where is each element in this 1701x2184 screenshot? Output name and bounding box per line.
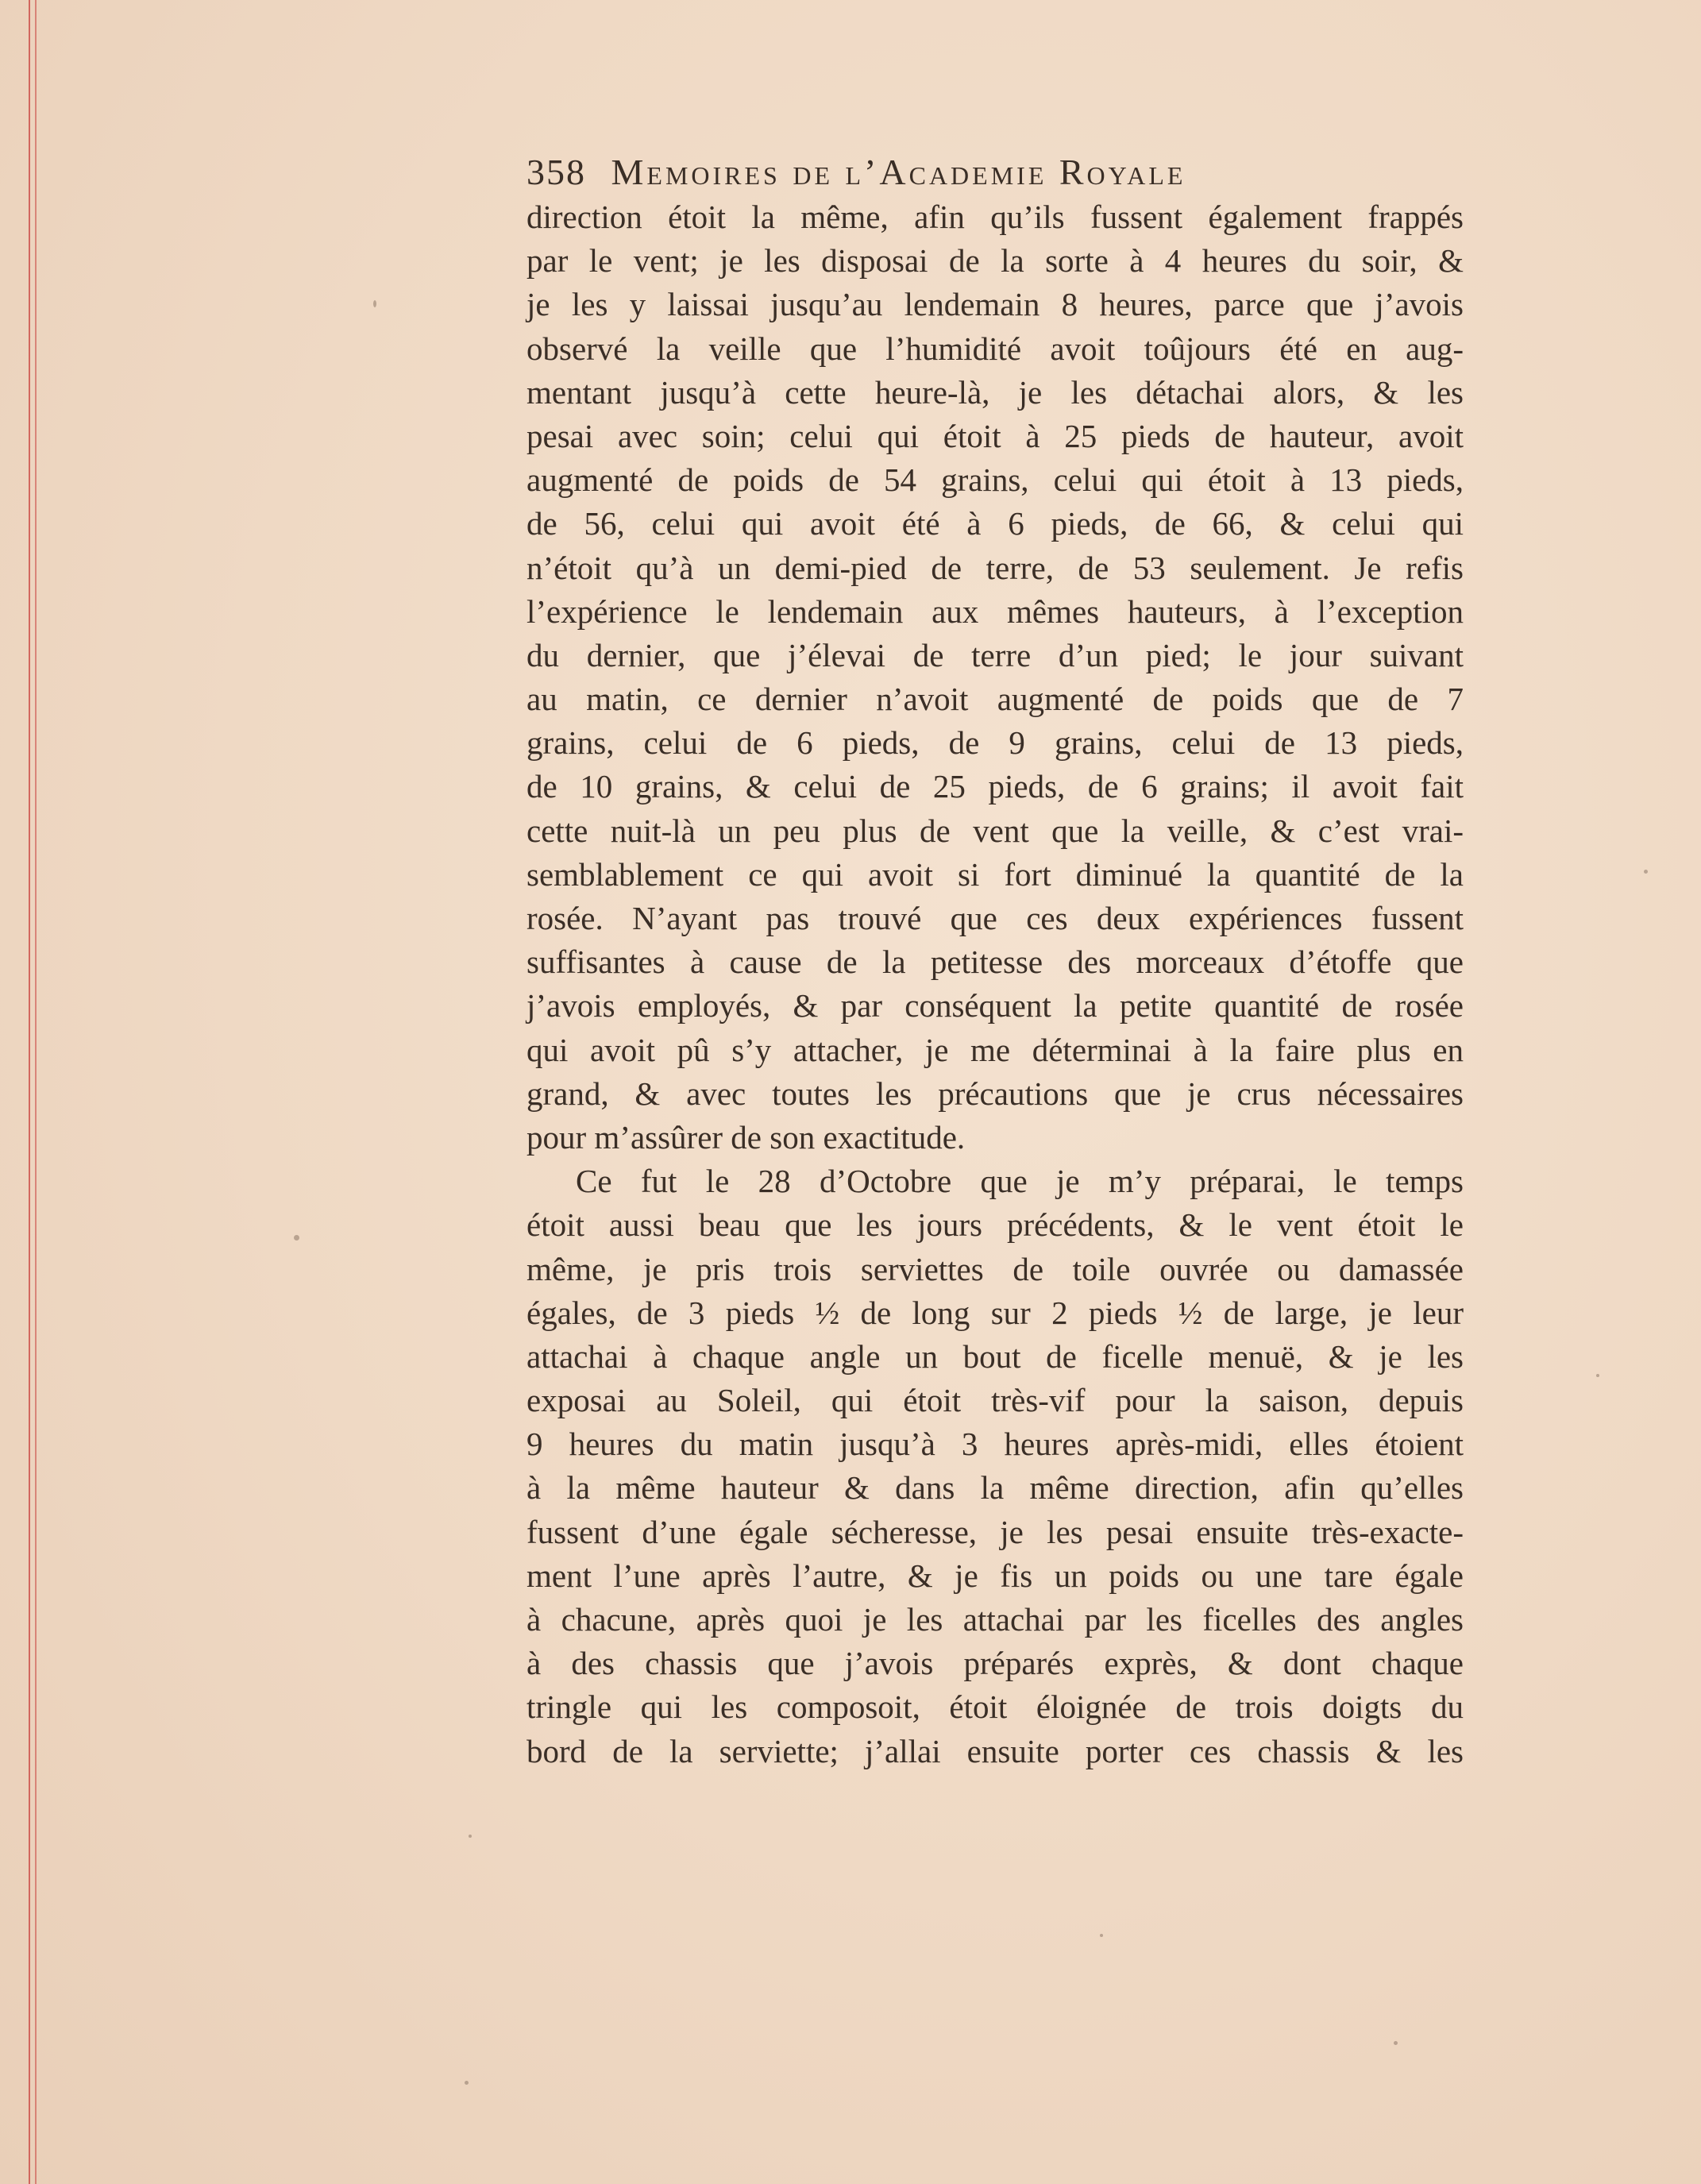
text-line: grains, celui de 6 pieds, de 9 grains, celui de 13 pieds, xyxy=(526,724,1464,762)
text-line: pour m’assûrer de son exactitude. xyxy=(526,1118,966,1156)
text-line: ment l’une après l’autre, & je fis un poids ou une tare égale xyxy=(526,1557,1464,1594)
paragraph-1 xyxy=(526,195,1464,1160)
running-title: Memoires de l’Academie Royale xyxy=(611,152,1186,192)
margin-rule xyxy=(29,0,30,2184)
paper-speck xyxy=(469,1835,472,1838)
text-line: je les y laissai jusqu’au lendemain 8 heures, parce que j’avois xyxy=(526,286,1464,323)
text-line: grand, & avec toutes les précautions que je crus nécessaires xyxy=(526,1075,1464,1112)
text-line: à chacune, après quoi je les attachai par les ficelles des angles xyxy=(526,1601,1464,1638)
text-line: j’avois employés, & par conséquent la petite quantité de rosée xyxy=(526,987,1464,1024)
paper-speck xyxy=(1100,1934,1103,1937)
text-line: suffisantes à cause de la petitesse des morceaux d’étoffe que xyxy=(526,943,1464,981)
page-number: 358 xyxy=(526,152,586,192)
text-line: 9 heures du matin jusqu’à 3 heures après-midi, elles étoient xyxy=(526,1426,1464,1463)
text-line: même, je pris trois serviettes de toile ouvrée ou damassée xyxy=(526,1250,1464,1287)
text-line: l’expérience le lendemain aux mêmes hauteurs, à l’exception xyxy=(526,592,1464,630)
text-line: du dernier, que j’élevai de terre d’un pied; le jour suivant xyxy=(526,636,1464,673)
text-line: à la même hauteur & dans la même direction, afin qu’elles xyxy=(526,1469,1464,1507)
text-line: attachai à chaque angle un bout de ficelle menuë, & je les xyxy=(526,1337,1464,1375)
page-header xyxy=(526,149,1464,195)
paper-speck xyxy=(1596,1374,1599,1377)
paper-speck xyxy=(465,2081,469,2085)
paper-speck xyxy=(1644,870,1648,874)
text-line: augmenté de poids de 54 grains, celui qui étoit à 13 pieds, xyxy=(526,461,1464,499)
text-line: exposai au Soleil, qui étoit très-vif pour la saison, depuis xyxy=(526,1382,1464,1419)
text-line: fussent d’une égale sécheresse, je les pesai ensuite très-exacte- xyxy=(526,1513,1464,1550)
text-line: direction étoit la même, afin qu’ils fussent également frappés xyxy=(526,199,1464,235)
text-line: qui avoit pû s’y attacher, je me déterminai à la faire plus en xyxy=(526,1031,1464,1068)
text-line: pesai avec soin; celui qui étoit à 25 pieds de hauteur, avoit xyxy=(526,417,1464,454)
text-line: n’étoit qu’à un demi-pied de terre, de 53 seulement. Je refis xyxy=(526,549,1464,586)
text-line: semblablement ce qui avoit si fort diminué la quantité de la xyxy=(526,855,1464,893)
text-line: au matin, ce dernier n’avoit augmenté de poids que de 7 xyxy=(526,681,1464,718)
paragraph-2 xyxy=(526,1160,1464,1773)
paper-speck xyxy=(373,300,376,307)
text-line: bord de la serviette; j’allai ensuite porter ces chassis & les xyxy=(526,1732,1464,1769)
text-line: par le vent; je les disposai de la sorte à 4 heures du soir, & xyxy=(526,242,1464,280)
margin-rule xyxy=(35,0,37,2184)
text-line: cette nuit-là un peu plus de vent que la veille, & c’est vrai- xyxy=(526,812,1464,849)
text-line: Ce fut le 28 d’Octobre que je m’y préparai, le temps xyxy=(576,1163,1464,1200)
text-block xyxy=(526,149,1464,1773)
text-line: rosée. N’ayant pas trouvé que ces deux expériences fussent xyxy=(526,900,1464,936)
text-line: égales, de 3 pieds ½ de long sur 2 pieds ½ de large, je leur xyxy=(526,1294,1464,1331)
text-line: de 56, celui qui avoit été à 6 pieds, de 66, & celui qui xyxy=(526,505,1464,542)
text-line: à des chassis que j’avois préparés exprès, & dont chaque xyxy=(526,1645,1464,1682)
text-line: observé la veille que l’humidité avoit toûjours été en aug- xyxy=(526,330,1464,367)
paper-speck xyxy=(294,1235,299,1241)
text-line: tringle qui les composoit, étoit éloignée de trois doigts du xyxy=(526,1688,1464,1726)
text-line: de 10 grains, & celui de 25 pieds, de 6 grains; il avoit fait xyxy=(526,768,1464,805)
text-line: étoit aussi beau que les jours précédents, & le vent étoit le xyxy=(526,1206,1464,1244)
text-line: mentant jusqu’à cette heure-là, je les détachai alors, & les xyxy=(526,373,1464,411)
paper-speck xyxy=(1394,2041,1398,2045)
